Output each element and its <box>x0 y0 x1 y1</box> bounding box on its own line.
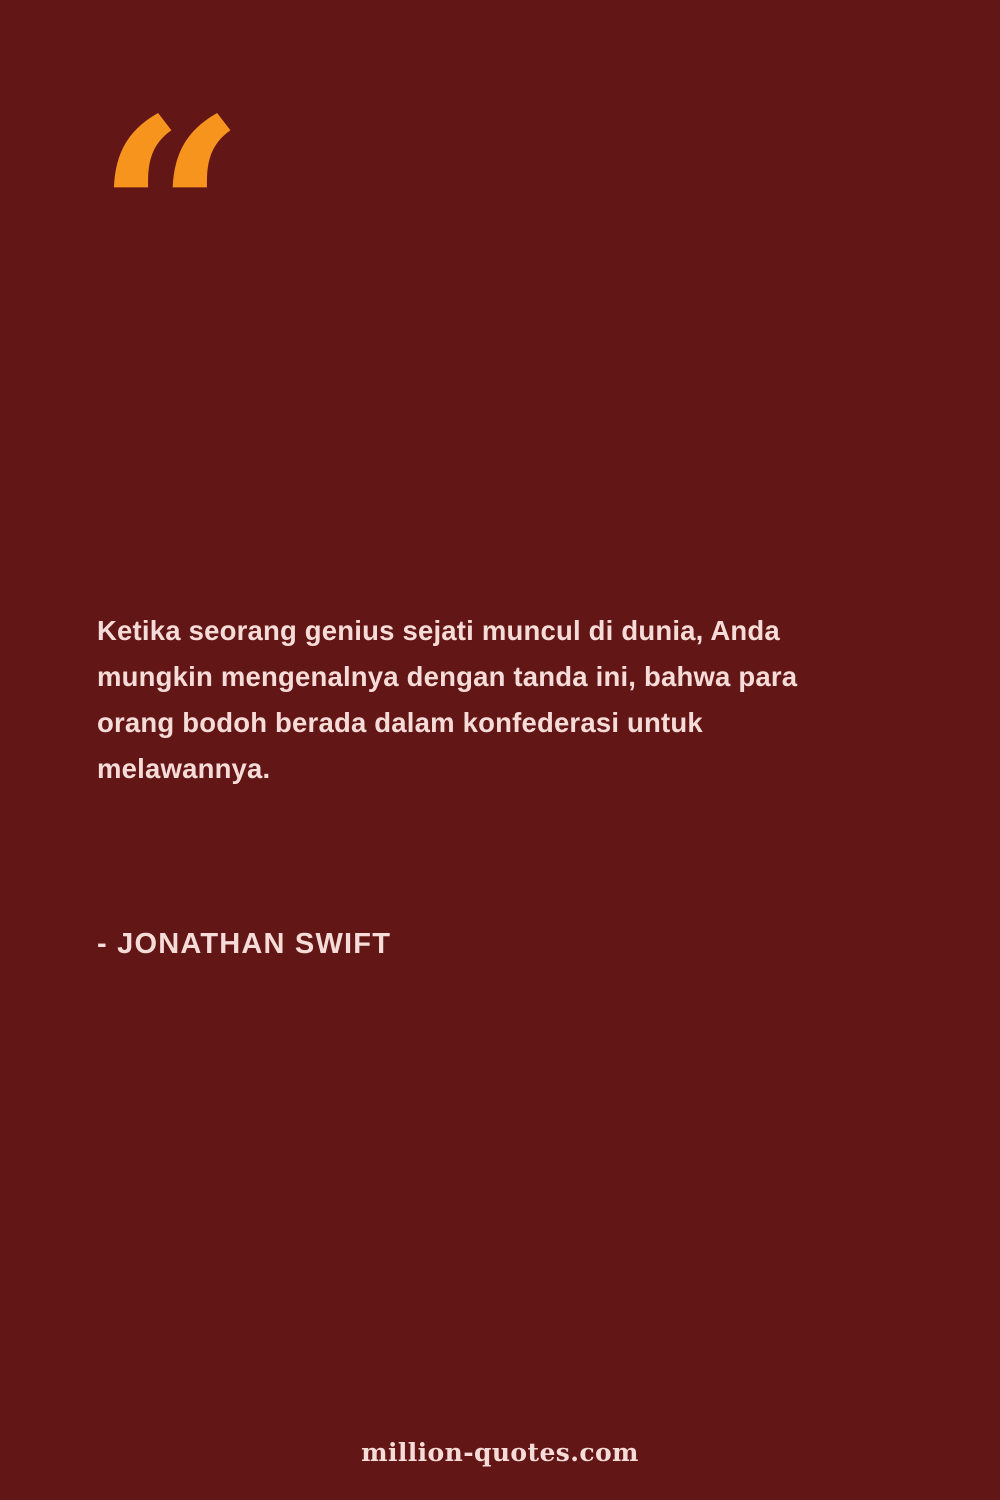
quotation-mark-icon: “ <box>96 63 240 368</box>
quote-text: Ketika seorang genius sejati muncul di dunia, Anda mungkin mengenalnya dengan tanda ini, bahwa para orang bodoh berada dalam konfederasi untuk melawannya. <box>97 615 798 784</box>
quote-author: - JONATHAN SWIFT <box>97 928 392 960</box>
website-credit: million-quotes.com <box>361 1438 639 1467</box>
